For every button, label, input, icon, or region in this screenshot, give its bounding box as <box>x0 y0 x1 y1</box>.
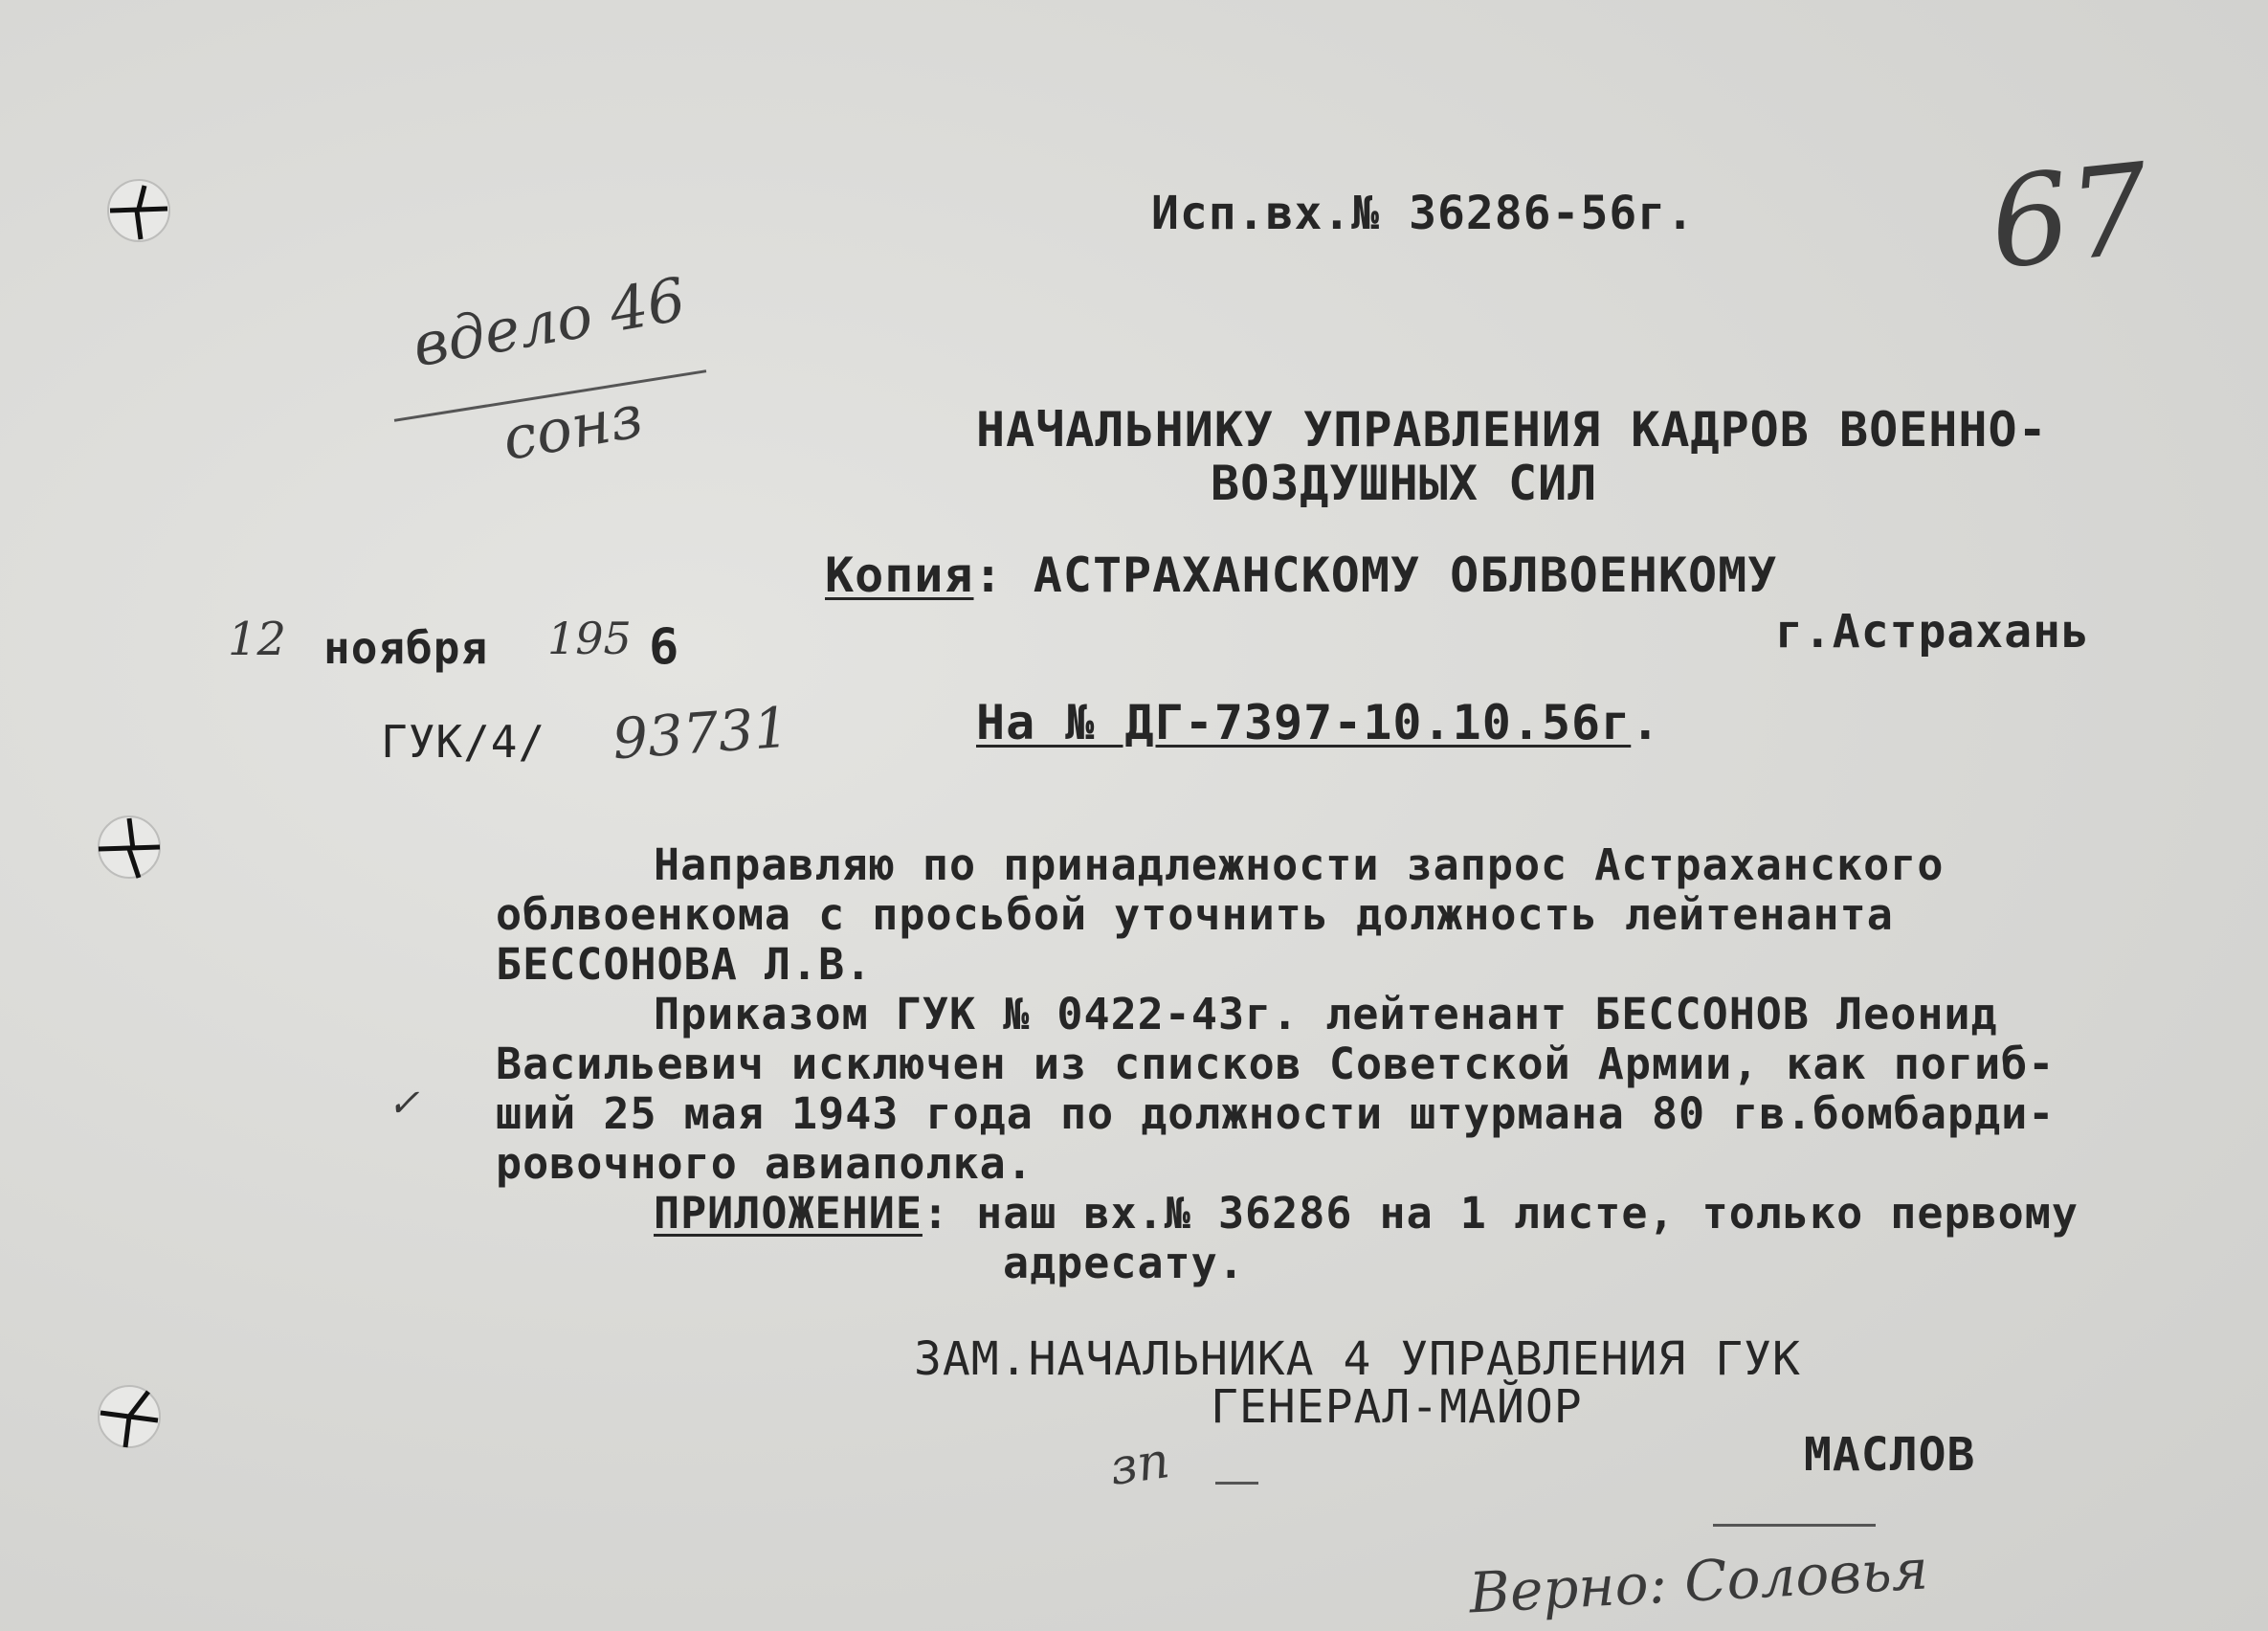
handwritten-note-initials: сонз <box>497 380 648 475</box>
handwritten-note-file: вдело 46 <box>407 263 691 381</box>
incoming-ref-number: Исп.вх.№ 36286-56г. <box>1151 187 1696 240</box>
reference-dot: . <box>1631 695 1661 750</box>
outgoing-prefix: ГУК/4/ <box>381 716 546 768</box>
corner-handwritten-mark: 67 <box>1983 135 2156 298</box>
attachment-label: ПРИЛОЖЕНИЕ <box>654 1188 923 1239</box>
attachment-colon: : <box>922 1188 950 1239</box>
date-year-handwritten: 195 <box>547 613 632 664</box>
copy-line <box>825 547 1777 603</box>
body-line: ровочного авиаполка. <box>496 1138 1034 1189</box>
signer-title-1: ЗАМ.НАЧАЛЬНИКА 4 УПРАВЛЕНИЯ ГУК <box>914 1332 1801 1386</box>
date-month: ноября <box>323 622 489 674</box>
copy-recipient: АСТРАХАНСКОМУ ОБЛВОЕНКОМУ <box>1033 547 1778 603</box>
body-line: БЕССОНОВА Л.В. <box>496 939 873 990</box>
signer-name: МАСЛОВ <box>1804 1428 1976 1482</box>
attachment-line-2: адресату. <box>1003 1238 1245 1288</box>
letter-body <box>496 840 2237 1288</box>
body-line: Васильевич исключен из списков Советской Армии, как погиб- <box>496 1039 2056 1089</box>
copy-city: г.Астрахань <box>1775 605 2090 659</box>
body-line: облвоенкома с просьбой уточнить должность лейтенанта <box>496 889 1894 940</box>
copy-label: Копия <box>825 547 974 603</box>
punch-hole-icon <box>91 1378 167 1455</box>
body-line: Приказом ГУК № 0422-43г. лейтенант БЕССОНОВ Леонид <box>654 989 1998 1039</box>
body-line: Направляю по принадлежности запрос Астраханского <box>654 839 1945 890</box>
copy-colon: : <box>973 547 1004 603</box>
attachment-text: наш вх.№ 36286 на 1 листе, только первому <box>976 1188 2079 1239</box>
date-day-handwritten: 12 <box>228 613 287 666</box>
date-year-last-digit: 6 <box>649 618 680 676</box>
attachment-line <box>496 1189 2237 1239</box>
signature-handwritten: зп <box>1106 1431 1173 1498</box>
reference-line <box>976 695 1660 750</box>
addressee-line-2: ВОЗДУШНЫХ СИЛ <box>1211 456 1598 511</box>
punch-hole-icon <box>100 172 177 249</box>
certification-handwritten: Верно: Соловья <box>1467 1536 1930 1626</box>
outgoing-number-handwritten: 93731 <box>610 694 791 772</box>
addressee-line-1: НАЧАЛЬНИКУ УПРАВЛЕНИЯ КАДРОВ ВОЕННО- <box>976 402 2048 458</box>
signature-dash <box>1215 1482 1258 1485</box>
check-mark-icon: ✓ <box>388 1082 420 1126</box>
certification-underline <box>1713 1524 1876 1527</box>
punch-hole-icon <box>91 809 167 885</box>
body-line: ший 25 мая 1943 года по должности штурмана 80 гв.бомбарди- <box>496 1088 2056 1139</box>
reference-number: На № ДГ-7397-10.10.56г <box>976 695 1632 750</box>
signer-title-2: ГЕНЕРАЛ-МАЙОР <box>1211 1380 1583 1434</box>
